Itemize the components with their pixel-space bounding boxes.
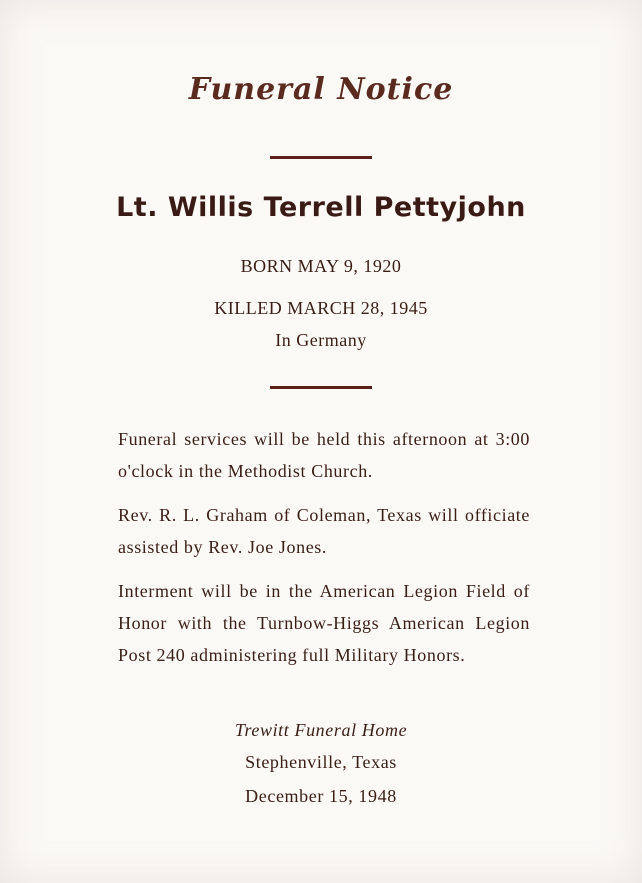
notice-title: Funeral Notice [188,72,454,107]
funeral-home-city: Stephenville, Texas [245,752,397,772]
deceased-name: Lt. Willis Terrell Pettyjohn [116,192,526,223]
officiate-paragraph: Rev. R. L. Graham of Coleman, Texas will officiate assisted by Rev. Joe Jones. [118,505,530,557]
birth-date: BORN MAY 9, 1920 [240,256,402,276]
funeral-home-name: Trewitt Funeral Home [234,720,408,740]
middle-divider [270,386,372,389]
services-paragraph: Funeral services will be held this afternoon at 3:00 o'clock in the Methodist Church. [118,429,530,481]
interment-paragraph: Interment will be in the American Legion Field of Honor with the Turnbow-Higgs American Legion Post 240 administering full Military Honors. [118,581,530,665]
death-date: KILLED MARCH 28, 1945 [214,298,428,318]
top-divider [270,156,372,159]
notice-date: December 15, 1948 [245,786,397,806]
death-place: In Germany [275,330,367,350]
